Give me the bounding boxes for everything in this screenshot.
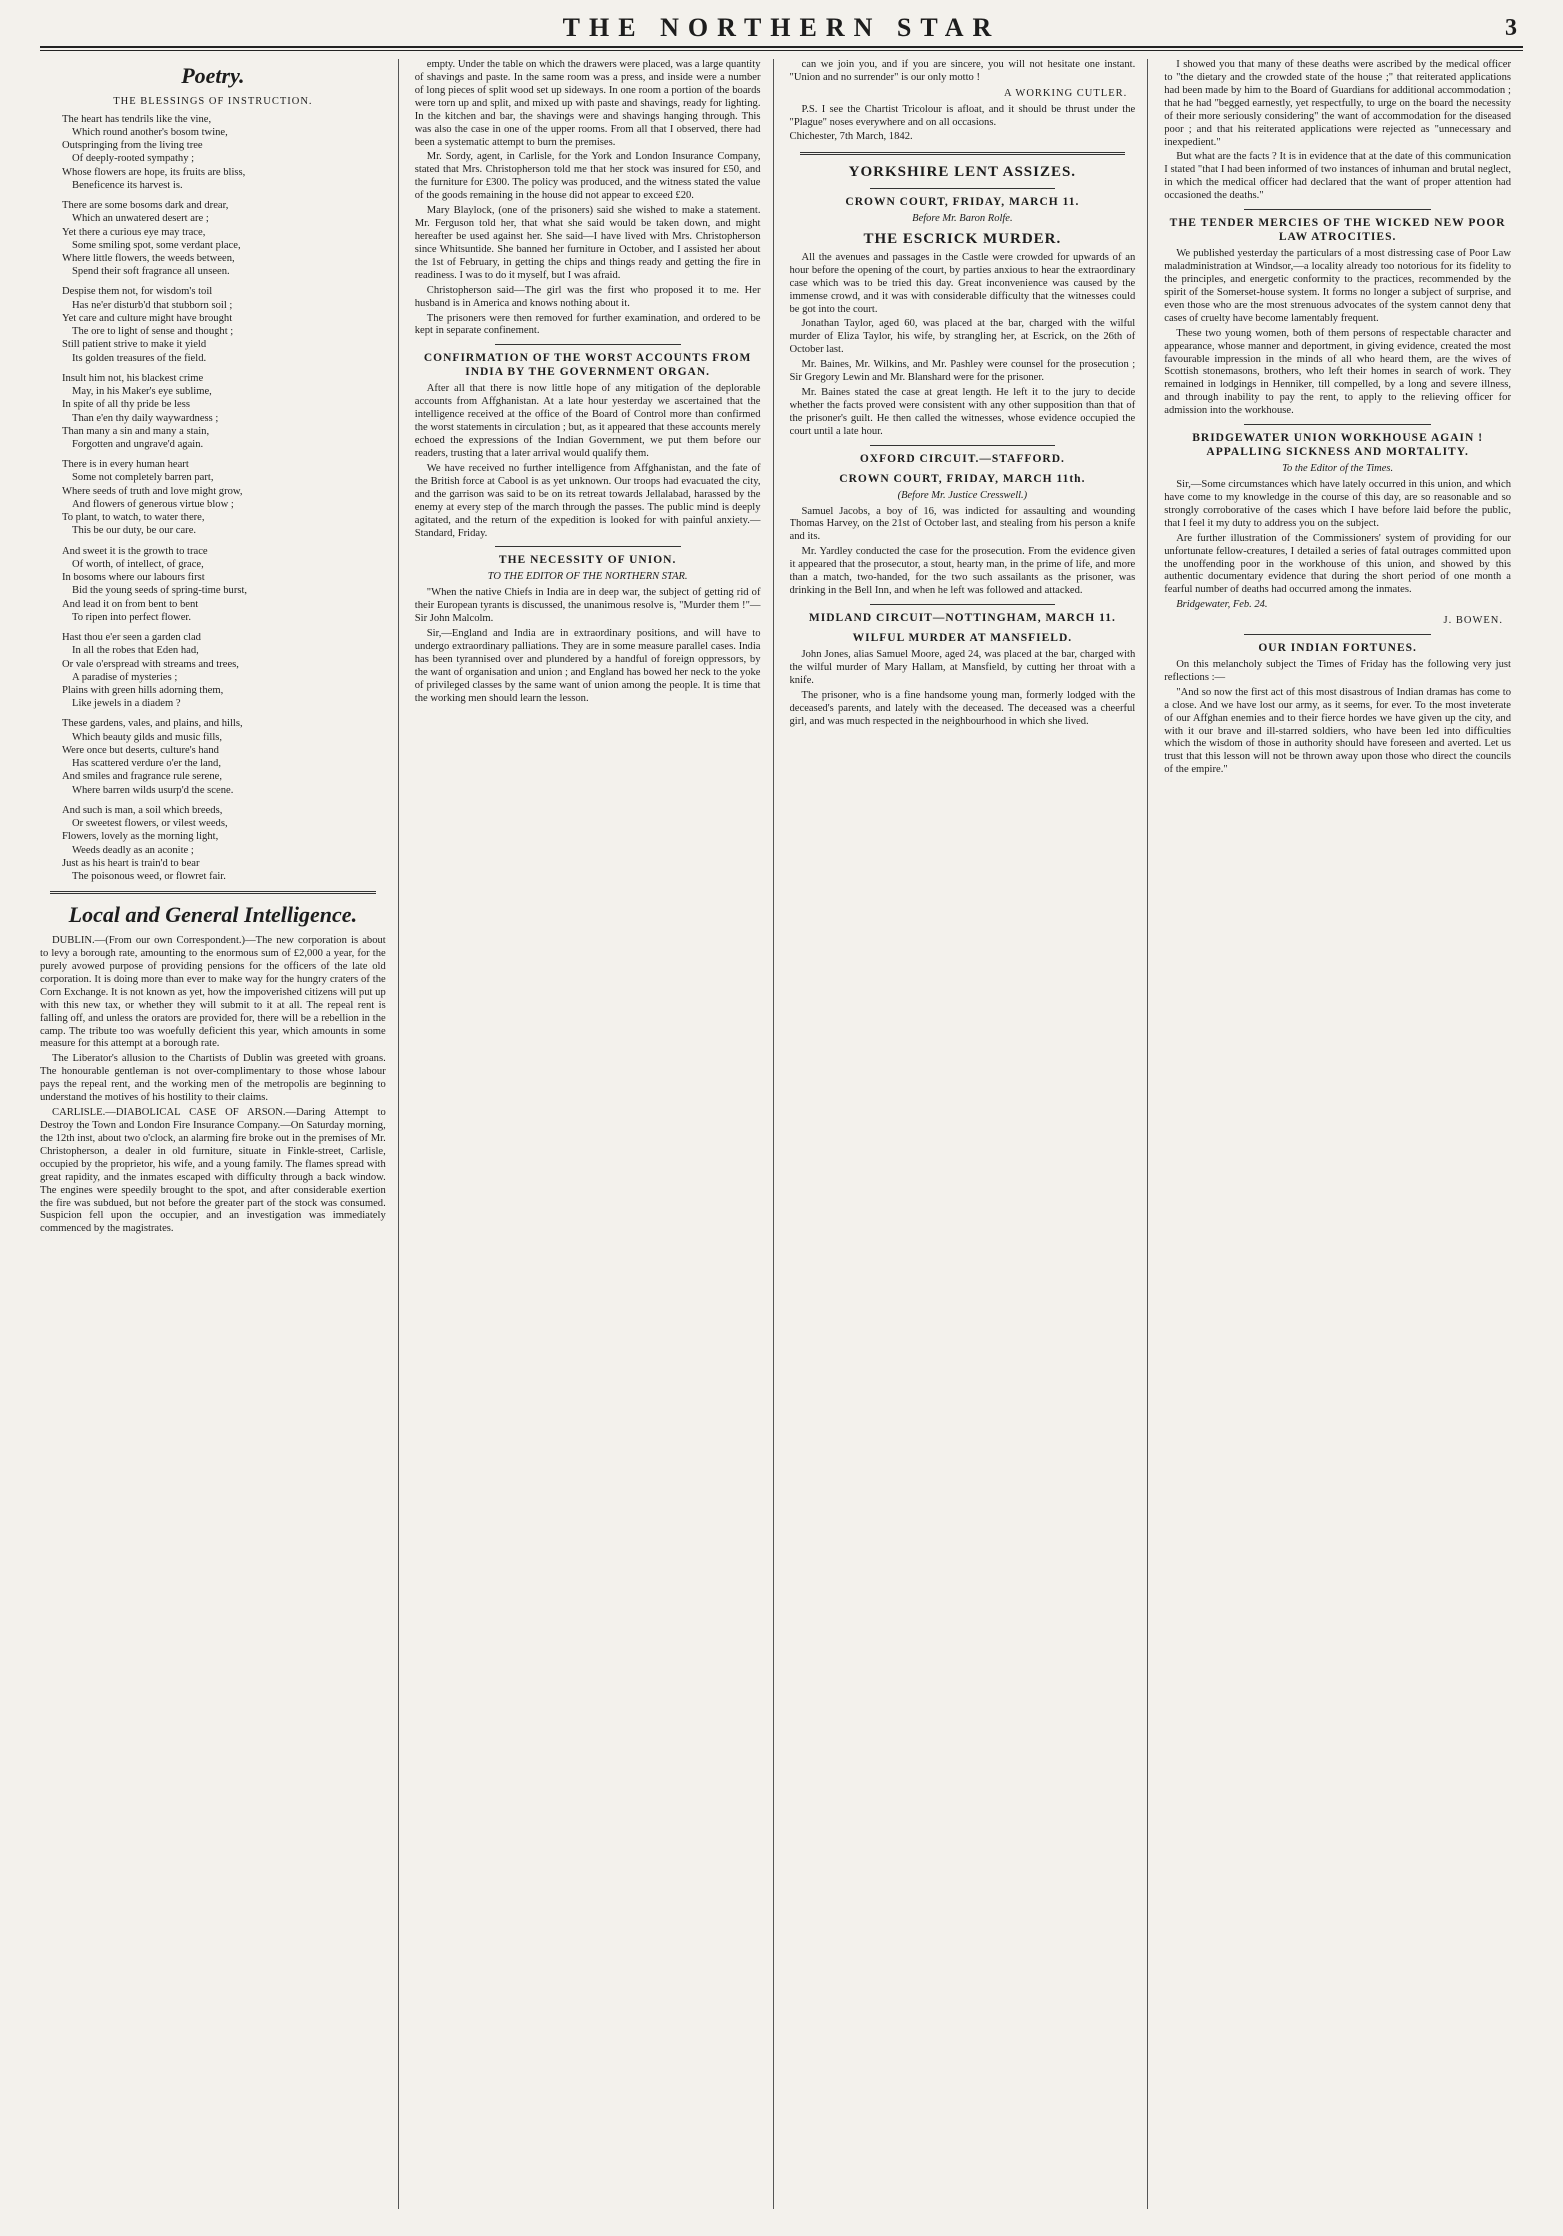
poem-line: And lead it on from bent to bent (62, 598, 199, 610)
letter-body (790, 59, 1136, 85)
poem-line: And sweet it is the growth to trace (62, 545, 208, 557)
poem-line: Which an unwatered desert are ; (72, 213, 209, 225)
poem-line: The poisonous weed, or flowret fair. (72, 871, 226, 883)
bridgewater-signoff: Bridgewater, Feb. 24. (1176, 599, 1268, 611)
poem-line: Plains with green hills adorning them, (62, 685, 224, 696)
confirmation-heading: CONFIRMATION OF THE WORST ACCOUNTS FROM INDIA BY THE GOVERNMENT ORGAN. (423, 352, 752, 379)
poem-line: Were once but deserts, culture's hand (62, 744, 219, 756)
poem-line: Of deeply-rooted sympathy ; (72, 153, 195, 165)
tender-mercies-heading: THE TENDER MERCIES OF THE WICKED NEW POOR LAW ATROCITIES. (1169, 217, 1506, 244)
newspaper-title: THE NORTHERN STAR (562, 13, 1001, 42)
poem-line: Yet care and culture might have brought (62, 312, 233, 324)
poem-stanza (62, 545, 386, 624)
poem-line: This be our duty, be our care. (72, 525, 197, 537)
oxford-body (790, 506, 1136, 598)
judge-line: Before Mr. Baron Rolfe. (912, 212, 1013, 224)
article-paragraph: These two young women, both of them persons of respectable character and appearance, whose manner and deportment, in giving evidence, created the most favourable impression in the minds of all who heard them, are the wives of Scottish stonemasons, brothers, who left their homes in search of work. They remained in lodgings in Henniker, till compelled, by a long and severe illness, and through inability to pay the rent, to apply to the relieving officer for admission into the workhouse. (1164, 327, 1511, 417)
article-paragraph: Jonathan Taylor, aged 60, was placed at the bar, charged with the wilful murder of Eliza Taylor, his wife, by strangling her, at Escrick, on the 26th of October last. (789, 318, 1136, 356)
poem-line: Where seeds of truth and love might grow, (62, 485, 243, 497)
article-paragraph: Mary Blaylock, (one of the prisoners) said she wished to make a statement. Mr. Ferguson told her, that what she said would be taken down, and might hereafter be used against her. She said—I have lived with Mrs. Christopherson since Whitsuntide. She banned her furniture in October, and I assisted her about the 1st of February, in getting the chips and things ready and getting the fire in readiness. I was to do it myself, but I was afraid. (414, 205, 761, 281)
article-paragraph: Are further illustration of the Commissioners' system of providing for our unfortunate fellow-creatures, I detailed a series of fatal outrages committed upon the unoffending poor in the workhouse of this union, and showed by this authentic documentary evidence that during the short period of one month a fearful number of deaths had occurred among the inmates. (1164, 532, 1511, 596)
poem-line: Some smiling spot, some verdant place, (72, 239, 241, 251)
article-paragraph: Mr. Sordy, agent, in Carlisle, for the York and London Insurance Company, stated that Mrs. Christopherson told me that her stock was insured for £50, and the furniture for £300. The policy was produced, and the witness stated the value of the goods remaining in the house did not appear to exceed £20. (414, 151, 761, 202)
article-paragraph: The prisoners were then removed for further examination, and ordered to be kept in separate confinement. (414, 312, 761, 337)
article-paragraph: Samuel Jacobs, a boy of 16, was indicted for assaulting and wounding Thomas Harvey, on the 21st of October last, and stealing from his person a knife and its. (789, 505, 1136, 543)
poem-line: Forgotten and ungrave'd again. (72, 439, 204, 451)
poem-line: Has scattered verdure o'er the land, (72, 758, 221, 770)
carlisle-continued (415, 59, 761, 338)
letter-signature: A WORKING CUTLER. (1003, 87, 1128, 99)
poem-line: Where barren wilds usurp'd the scene. (72, 784, 234, 796)
poem-line: These gardens, vales, and plains, and hills, (62, 718, 243, 730)
local-news-heading: Local and General Intelligence. (68, 902, 358, 928)
poem-stanza (62, 285, 386, 364)
poem-line: To ripen into perfect flower. (72, 611, 191, 623)
poem-line: Of worth, of intellect, of grace, (72, 558, 204, 570)
poem-line: Yet there a curious eye may trace, (62, 226, 206, 238)
article-paragraph: We published yesterday the particulars of a most distressing case of Poor Law maladministration at Windsor,—a locality already too notorious for its fidelity to the principles, and energetic conformity to the practices, recommended by the spirit of the Somerset-house system. It forms no longer a subject of surprise, and even those who are the most strenuous advocates of the system cannot deny that cases of cruelty have become lamentably frequent. (1164, 248, 1511, 324)
poem-stanza (62, 804, 386, 883)
poem-line: Than e'en thy daily waywardness ; (72, 412, 219, 424)
poem-line: In bosoms where our labours first (62, 572, 205, 584)
poem-line: Insult him not, his blackest crime (62, 372, 204, 384)
bridgewater-to-editor: To the Editor of the Times. (1282, 463, 1394, 475)
letter-postscript: P.S. I see the Chartist Tricolour is afloat, and it should be thrust under the "Plague" noses everywhere and on all occasions. (789, 103, 1136, 128)
article-paragraph: "When the native Chiefs in India are in deep war, the subject of getting rid of their European tyrants is discussed, the unanimous resolve is, "Murder them !"—Sir John Malcolm. (414, 587, 761, 625)
poetry-heading: Poetry. (181, 63, 245, 88)
indian-fortunes-heading: OUR INDIAN FORTUNES. (1258, 641, 1417, 654)
poem-line: Outspringing from the living tree (62, 140, 203, 152)
poem-line: The heart has tendrils like the vine, (62, 113, 212, 125)
poem-line: May, in his Maker's eye sublime, (72, 386, 212, 398)
oxford-heading: OXFORD CIRCUIT.—STAFFORD. (859, 452, 1065, 465)
poem-line: Its golden treasures of the field. (72, 352, 207, 364)
murder-body (790, 252, 1136, 439)
poem-line: Than many a sin and many a stain, (62, 425, 210, 437)
necessity-heading: THE NECESSITY OF UNION. (498, 554, 677, 567)
poem-line: Beneficence its harvest is. (72, 179, 183, 191)
poem-line: Despise them not, for wisdom's toil (62, 286, 213, 298)
poem-line: Hast thou e'er seen a garden clad (62, 632, 201, 644)
local-news-body (40, 935, 386, 1236)
article-paragraph: I showed you that many of these deaths were ascribed by the medical officer to "the dietary and the crowded state of the house ;" that reiterated applications had been made by him to the Board of Guardians for additional accommodation ; that he had "begged earnestly, yet respectfully, to urge on the board the necessity of their more seriously considering" the want of accommodation for the diseased poor ; and that his reiterated applications were rejected as "unnecessary and inexpedient." (1164, 59, 1511, 148)
poem-stanza (62, 199, 386, 278)
article-paragraph: Mr. Baines, Mr. Wilkins, and Mr. Pashley were counsel for the prosecution ; Sir Gregory Lewin and Mr. Blanshard were for the prisoner. (789, 359, 1136, 384)
poem-line: Which round another's bosom twine, (72, 126, 228, 138)
poem-line: The ore to light of sense and thought ; (72, 326, 234, 338)
letter-date: Chichester, 7th March, 1842. (789, 131, 913, 143)
poem-line: Which beauty gilds and music fills, (72, 731, 223, 743)
poem-line: Some not completely barren part, (72, 472, 214, 484)
poem-stanza (62, 372, 386, 451)
poem-line: In all the robes that Eden had, (72, 645, 199, 657)
oxford-judge-line: (Before Mr. Justice Cresswell.) (897, 489, 1028, 501)
article-paragraph: Sir,—England and India are in extraordinary positions, and will have to undergo extraordinary palliations. They are in some measure parallel cases. India has been tyrannised over and plundered by a handful of foreign oppressors, by the want of organisation and union ; and England has bowed her neck to the yoke of privileged classes by the same want of union among the people. It is time that the working men should learn the lesson. (414, 628, 761, 704)
bridgewater-body (1164, 479, 1511, 597)
article-paragraph: All the avenues and passages in the Castle were crowded for upwards of an hour before the opening of the court, by parties anxious to hear the extraordinary case which was to be tried this day. Great inconvenience was caused by the immense crowd, and it was with considerable difficulty that the witnesses could be got into the court. (789, 251, 1136, 315)
poem-line: Still patient strive to make it yield (62, 339, 207, 351)
column-4 (1164, 59, 1523, 2209)
poem-line: Or vale o'erspread with streams and trees, (62, 658, 239, 670)
bridgewater-signature: J. BOWEN. (1443, 615, 1503, 627)
poem-title: THE BLESSINGS OF INSTRUCTION. (113, 95, 313, 107)
poem-line: There is in every human heart (62, 459, 189, 471)
article-paragraph: DUBLIN.—(From our own Correspondent.)—The new corporation is about to levy a borough rate, amounting to the enormous sum of £2,000 a year, for the purely avowed purpose of providing pensions for the officers of the late old corporation. It is doing more than ever to make way for the hungry craters of the Corn Exchange. It is not known as yet, how the impoverished citizens will put up with this new tax, or whether they will submit to it at all. The repeal rent is falling off, and unless the orators are provided for, there will be a rebellion in the camp. The tribute too was woefully deficient this year, which amounts in some measure for this attempt at a borough rate. (40, 935, 386, 1050)
poem-line: In spite of all thy pride be less (62, 399, 190, 411)
poem-line: Has ne'er disturb'd that stubborn soil ; (72, 299, 233, 311)
poem-stanza (62, 717, 386, 796)
poem-line: Whose flowers are hope, its fruits are bliss, (62, 166, 246, 178)
article-paragraph: Mr. Yardley conducted the case for the prosecution. From the evidence given it appeared that the prosecutor, a stout, hearty man, in the prime of life, and more than a match, two-handed, for the two such assailants as the prisoner, was drinking in the Bell Inn, and when he left was followed and attacked. (789, 546, 1136, 597)
crown-court-line: CROWN COURT, FRIDAY, MARCH 11. (845, 195, 1080, 208)
poem-line: And smiles and fragrance rule serene, (62, 771, 223, 783)
poem-line: And such is man, a soil which breeds, (62, 804, 223, 816)
deaths-letter-body (1164, 59, 1511, 203)
poem-line: Like jewels in a diadem ? (72, 698, 181, 710)
column-2 (415, 59, 774, 2209)
column-1 (40, 59, 399, 2209)
bridgewater-heading: BRIDGEWATER UNION WORKHOUSE AGAIN ! APPALLING SICKNESS AND MORTALITY. (1192, 432, 1484, 459)
article-paragraph: The Liberator's allusion to the Chartists of Dublin was greeted with groans. The honourable gentleman is not over-complimentary to those whose labour pays the repeal rent, and the working men of the metropolis are beginning to understand the motives of his hostility to their claims. (40, 1053, 386, 1104)
masthead (40, 14, 1523, 48)
midland-heading: MIDLAND CIRCUIT—NOTTINGHAM, MARCH 11. (808, 612, 1116, 624)
necessity-body (415, 587, 761, 705)
article-paragraph: The prisoner, who is a fine handsome young man, formerly lodged with the deceased's parents, and lately with the deceased. The deceased was a cheerful girl, and was much respected in the neighbourhood in which she lived. (789, 689, 1136, 727)
article-paragraph: After all that there is now little hope of any mitigation of the deplorable accounts from Affghanistan. At a late hour yesterday we ascertained that the intelligence received at the office of the Board of Control more than confirmed the worst statements in circulation ; but, as it appeared that these accounts merely echoed the expressions of the Indian Government, we put them before our readers, trusting that a later arrival would qualify them. (414, 383, 761, 459)
article-paragraph: "And so now the first act of this most disastrous of Indian dramas has come to a close. And we have lost our army, as it seems, for ever. To the most inveterate of our Affghan enemies and to their fierce hordes we have given up the city, and with it our brave and ill-starred soldiers, who have been led into difficulties which the wisdom of those in authority should have foreseen and averted. Let us trust that this lesson will not be thrown away upon those who direct the councils of the empire." (1164, 686, 1511, 776)
assizes-heading: YORKSHIRE LENT ASSIZES. (848, 164, 1077, 181)
poem-line: Spend their soft fragrance all unseen. (72, 266, 230, 278)
article-paragraph: Mr. Baines stated the case at great length. He left it to the jury to decide whether the facts proved were consistent with any other supposition than that of the prisoner's guilt. He then called the witnesses, whose evidence occupied the court until a late hour. (789, 387, 1136, 437)
article-columns (40, 59, 1523, 2209)
murder-heading: THE ESCRICK MURDER. (863, 230, 1062, 247)
poem-stanza (62, 113, 386, 192)
poem-line: Flowers, lovely as the morning light, (62, 831, 219, 843)
article-paragraph: can we join you, and if you are sincere, you will not hesitate one instant. "Union and no surrender" is our only motto ! (789, 59, 1136, 83)
poem-line: To plant, to watch, to water there, (62, 512, 205, 524)
mansfield-heading: WILFUL MURDER AT MANSFIELD. (852, 632, 1073, 645)
article-paragraph: But what are the facts ? It is in evidence that at the date of this communication I stated "that I had been informed of two instances of inhuman and brutal neglect, in which the medical officer had declared that the want of proper attention had occasioned the deaths." (1164, 151, 1511, 202)
poem-line: Where little flowers, the weeds between, (62, 252, 235, 264)
poem-line: Weeds deadly as an aconite ; (72, 844, 194, 856)
tender-mercies-body (1164, 248, 1511, 418)
article-paragraph: CARLISLE.—DIABOLICAL CASE OF ARSON.—Daring Attempt to Destroy the Town and London Fire Insurance Company.—On Saturday morning, the 12th inst, about two o'clock, an alarming fire broke out in the premises of Mr. Christopherson, a dealer in old furniture, situate in Finkle-street, Carlisle, occupied by the proprietor, his wife, and a young family. The flames spread with great rapidity, and the inmates escaped with difficulty through a back window. The engines were speedily brought to the spot, and after considerable exertion the fire was subdued, but not before the greater part of the stock was consumed. Suspicion fell upon the occupier, and an investigation was immediately commenced by the magistrates. (40, 1107, 386, 1235)
column-3 (790, 59, 1149, 2209)
article-paragraph: On this melancholy subject the Times of Friday has the following very just reflections :— (1164, 658, 1511, 683)
poem-line: There are some bosoms dark and drear, (62, 200, 229, 212)
indian-fortunes-body (1164, 659, 1511, 777)
poem (40, 113, 386, 884)
poem-line: Bid the young seeds of spring-time burst, (72, 585, 248, 597)
poem-line: And flowers of generous virtue blow ; (72, 498, 234, 510)
poem-line: Or sweetest flowers, or vilest weeds, (72, 818, 228, 830)
article-paragraph: John Jones, alias Samuel Moore, aged 24, was placed at the bar, charged with the wilful murder of Mary Hallam, at Mansfield, by cutting her throat with a knife. (789, 649, 1136, 686)
article-paragraph: empty. Under the table on which the drawers were placed, was a large quantity of shavings and paste. In the same room was a press, and inside were a number of long pieces of split wood set up sideways. In one room a portion of the boards were torn up and split, and mixed up with paste and shavings, ready for lighting. In the kitchen and bar, the shavings were and shavings hanging through. This was also the case in one of the upper rooms. From all that I observed, there had been a systematic attempt to burn the premises. (414, 59, 761, 148)
article-paragraph: Sir,—Some circumstances which have lately occurred in this union, and which have come to my knowledge in the course of this day, are so reasonable and so strongly corroborative of the cases which I have before laid before the public, that I feel it my duty to address you on the subject. (1164, 478, 1511, 529)
oxford-court-line: CROWN COURT, FRIDAY, MARCH 11th. (839, 472, 1086, 485)
confirmation-body (415, 383, 761, 540)
poem-line: A paradise of mysteries ; (72, 671, 178, 683)
poem-line: Just as his heart is train'd to bear (62, 857, 200, 869)
midland-body (790, 649, 1136, 729)
poem-stanza (62, 458, 386, 537)
page-number: 3 (1505, 14, 1517, 41)
article-paragraph: We have received no further intelligence from Affghanistan, and the fate of the British force at Cabool is as yet unknown. Our troops had evacuated the city, and the garrison was said to be on its retreat towards Jellalabad, harassed by the enemy at every step of the march through the passes. The public mind is deeply agitated, and the return of the expedition is looked for with painful anxiety.—Standard, Friday. (414, 462, 761, 539)
article-paragraph: Christopherson said—The girl was the first who proposed it to me. Her husband is in America and knows nothing about it. (414, 284, 761, 309)
poem-stanza (62, 631, 386, 710)
to-editor-line: TO THE EDITOR OF THE NORTHERN STAR. (487, 571, 688, 583)
